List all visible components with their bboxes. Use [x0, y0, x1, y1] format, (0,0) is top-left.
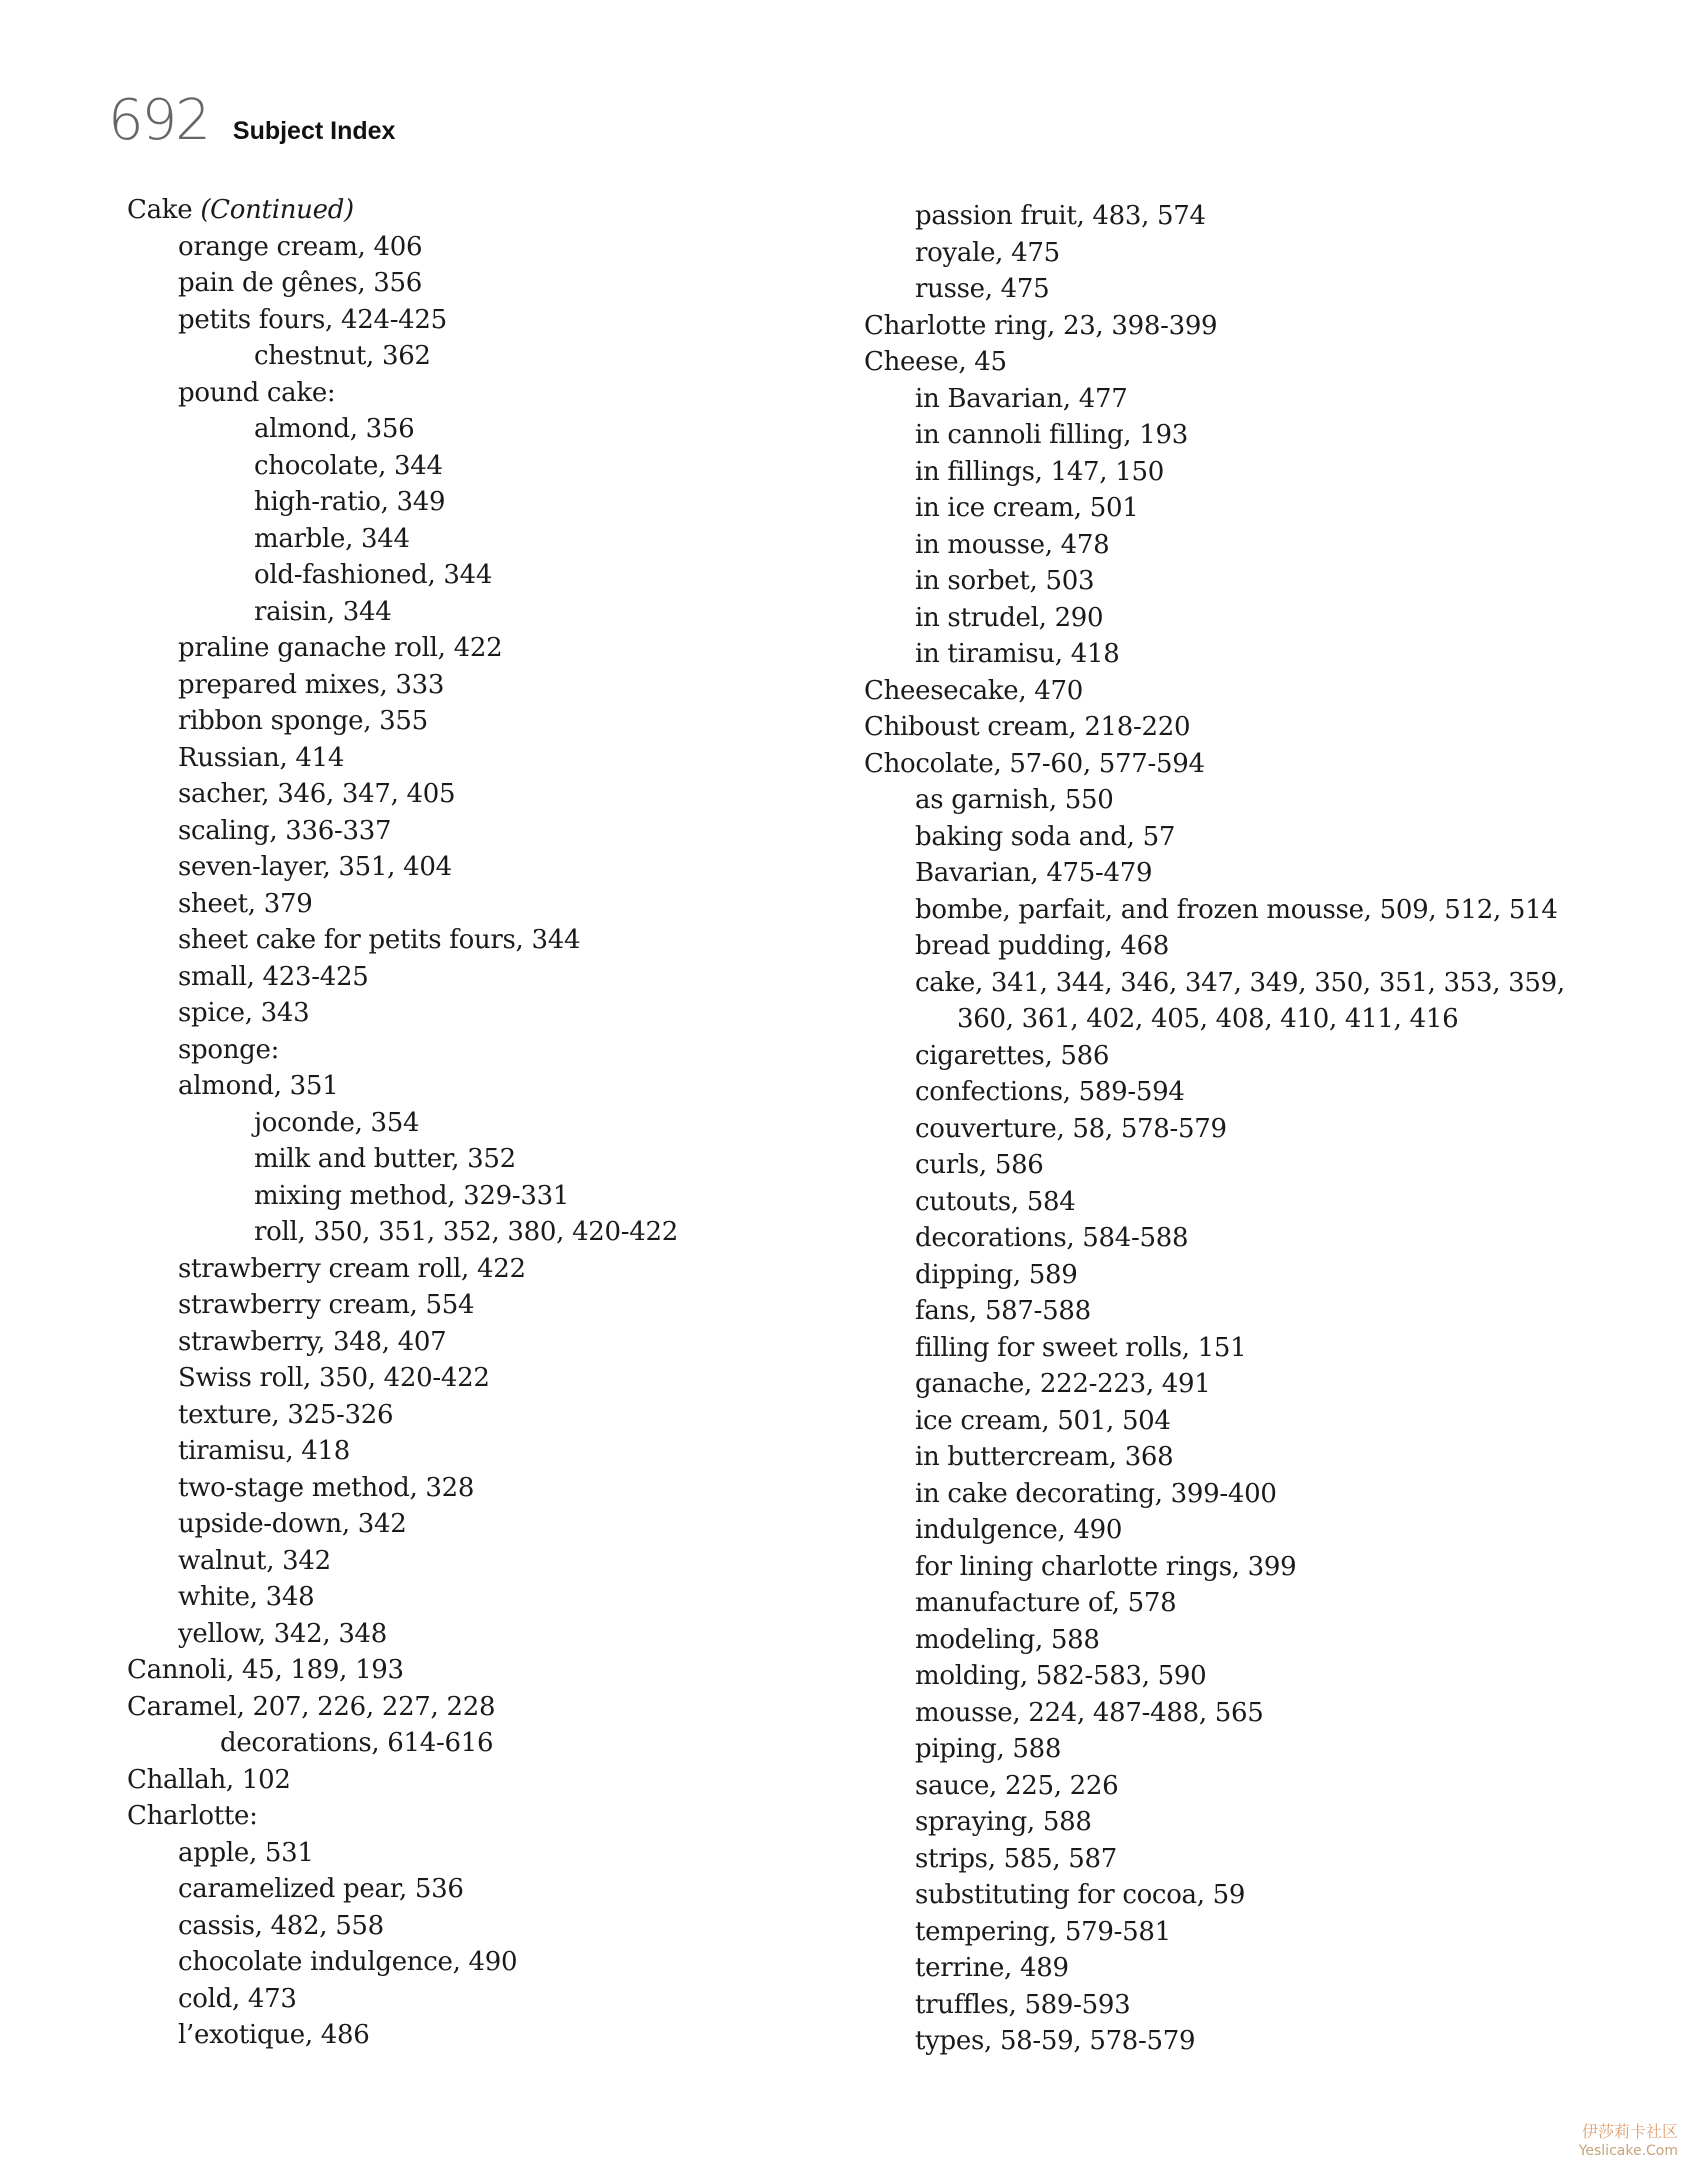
entry-text: cold, 473 [178, 1983, 297, 2014]
index-main-entry [127, 192, 867, 229]
entry-text: confections, 589-594 [915, 1077, 1185, 1107]
index-main-entry [864, 344, 1624, 381]
index-subentry [864, 1074, 1624, 1111]
index-subentry [864, 381, 1624, 418]
watermark [1579, 2122, 1678, 2160]
entry-text: pound cake: [178, 377, 336, 408]
entry-text: bread pudding, 468 [915, 931, 1170, 961]
index-subentry [864, 1257, 1624, 1294]
entry-text: sacher, 346, 347, 405 [178, 779, 456, 809]
index-subentry [864, 1914, 1624, 1951]
entry-text: in mousse, 478 [915, 529, 1110, 560]
index-subentry [864, 490, 1624, 527]
entry-text: white, 348 [178, 1582, 315, 1612]
index-subentry [864, 1476, 1624, 1513]
index-subentry [127, 2017, 867, 2054]
index-subentry [864, 1622, 1624, 1659]
entry-text: texture, 325-326 [178, 1399, 394, 1430]
watermark-english: Yeslicake.Com [1578, 2143, 1678, 2159]
entry-text: bombe, parfait, and frozen mousse, 509, 512, 514 [915, 894, 1558, 925]
index-subentry [864, 1184, 1624, 1221]
index-subentry [864, 1111, 1624, 1148]
index-subentry [864, 928, 1624, 965]
index-subentry [127, 1981, 867, 2018]
index-subentry [127, 1141, 867, 1178]
entry-text: Swiss roll, 350, 420-422 [178, 1363, 490, 1393]
entry-text: in fillings, 147, 150 [915, 456, 1164, 487]
entry-text: joconde, 354 [254, 1107, 420, 1138]
entry-text: types, 58-59, 578-579 [915, 2026, 1196, 2056]
index-subentry [127, 557, 867, 594]
index-subentry [127, 375, 867, 412]
entry-text: small, 423-425 [178, 961, 369, 992]
index-subentry [864, 454, 1624, 491]
index-subentry [864, 417, 1624, 454]
index-subentry [864, 1804, 1624, 1841]
entry-text: dipping, 589 [915, 1259, 1078, 1290]
entry-text: in cake decorating, 399-400 [915, 1478, 1277, 1509]
index-subentry [127, 1214, 867, 1251]
index-subentry [864, 600, 1624, 637]
index-subentry [864, 1768, 1624, 1805]
index-subentry [864, 855, 1624, 892]
index-subentry [127, 813, 867, 850]
index-subentry [864, 819, 1624, 856]
index-subentry [864, 1038, 1624, 1075]
index-subentry [864, 1293, 1624, 1330]
index-subentry [127, 1944, 867, 1981]
entry-text: strawberry cream roll, 422 [178, 1253, 526, 1284]
entry-text: passion fruit, 483, 574 [915, 201, 1206, 231]
entry-text: fans, 587-588 [915, 1296, 1091, 1326]
index-subentry [127, 1397, 867, 1434]
index-subentry [864, 1403, 1624, 1440]
index-subentry [127, 886, 867, 923]
index-column-left [127, 192, 867, 2054]
index-subentry [864, 1147, 1624, 1184]
watermark-chinese: 伊莎莉卡社区 [1581, 2122, 1678, 2141]
entry-text: Bavarian, 475-479 [915, 858, 1153, 888]
index-subentry [127, 703, 867, 740]
index-subentry [127, 1360, 867, 1397]
index-subentry [864, 1330, 1624, 1367]
index-subentry [127, 1579, 867, 1616]
entry-continuation: 360, 361, 402, 405, 408, 410, 411, 416 [957, 1004, 1459, 1034]
entry-text: strawberry, 348, 407 [178, 1326, 447, 1357]
entry-text: truffles, 589-593 [915, 1989, 1131, 2020]
index-subentry [127, 776, 867, 813]
index-subentry [864, 1549, 1624, 1586]
entry-text: Cannoli, 45, 189, 193 [127, 1655, 404, 1685]
entry-text: old-fashioned, 344 [254, 560, 493, 590]
entry-text: spraying, 588 [915, 1807, 1092, 1837]
index-subentry [127, 740, 867, 777]
entry-text: indulgence, 490 [915, 1515, 1123, 1545]
index-subentry [864, 235, 1624, 272]
entry-text: as garnish, 550 [915, 785, 1114, 815]
index-subentry [127, 302, 867, 339]
entry-text: in strudel, 290 [915, 602, 1104, 633]
index-subentry [127, 1105, 867, 1142]
entry-text: l’exotique, 486 [178, 2020, 370, 2050]
entry-text: high-ratio, 349 [254, 487, 446, 517]
entry-text: filling for sweet rolls, 151 [915, 1332, 1247, 1363]
entry-text: caramelized pear, 536 [178, 1874, 464, 1904]
index-subentry [864, 1585, 1624, 1622]
index-subentry [127, 484, 867, 521]
entry-text: chocolate, 344 [254, 450, 443, 481]
entry-text: seven-layer, 351, 404 [178, 852, 452, 882]
index-subentry [127, 1871, 867, 1908]
index-main-entry [864, 709, 1624, 746]
index-subentry [864, 636, 1624, 673]
index-main-entry [127, 1652, 867, 1689]
entry-text: manufacture of, 578 [915, 1588, 1177, 1618]
index-main-entry [127, 1798, 867, 1835]
index-subentry [127, 959, 867, 996]
entry-text: in tiramisu, 418 [915, 639, 1120, 669]
index-main-entry [864, 746, 1624, 783]
entry-text: piping, 588 [915, 1734, 1062, 1764]
index-subentry [127, 849, 867, 886]
entry-text: sponge: [178, 1034, 280, 1065]
entry-text: almond, 356 [254, 414, 415, 444]
index-subentry [864, 1512, 1624, 1549]
entry-text: roll, 350, 351, 352, 380, 420-422 [254, 1217, 679, 1247]
index-subentry [127, 1543, 867, 1580]
entry-text: Challah, 102 [127, 1764, 291, 1795]
entry-text: in Bavarian, 477 [915, 383, 1128, 414]
index-subentry [127, 265, 867, 302]
entry-text: cake, 341, 344, 346, 347, 349, 350, 351, 353, 359, [915, 967, 1565, 998]
index-subentry [864, 1366, 1624, 1403]
entry-text: mousse, 224, 487-488, 565 [915, 1697, 1264, 1728]
index-subentry [127, 1835, 867, 1872]
entry-text: almond, 351 [178, 1071, 339, 1101]
entry-text: strawberry cream, 554 [178, 1290, 475, 1320]
entry-text: upside-down, 342 [178, 1509, 407, 1539]
entry-text: scaling, 336-337 [178, 815, 392, 846]
entry-text: for lining charlotte rings, 399 [915, 1551, 1297, 1582]
entry-text: Chocolate, 57-60, 577-594 [864, 748, 1205, 779]
index-subentry [127, 1506, 867, 1543]
index-subentry [127, 1068, 867, 1105]
entry-text: Charlotte ring, 23, 398-399 [864, 310, 1218, 341]
index-subentry [127, 1616, 867, 1653]
index-subentry [127, 594, 867, 631]
entry-text: marble, 344 [254, 523, 410, 554]
index-subentry [127, 1470, 867, 1507]
entry-text: walnut, 342 [178, 1545, 331, 1576]
entry-text: Cheesecake, 470 [864, 675, 1084, 706]
index-main-entry [864, 673, 1624, 710]
entry-text: baking soda and, 57 [915, 821, 1176, 852]
entry-text: sauce, 225, 226 [915, 1770, 1119, 1801]
entry-text: Charlotte: [127, 1801, 258, 1831]
index-subentry [127, 922, 867, 959]
index-subentry [127, 630, 867, 667]
entry-text: russe, 475 [915, 274, 1050, 304]
page-header [108, 88, 395, 158]
entry-text: petits fours, 424-425 [178, 304, 447, 335]
index-subentry [127, 995, 867, 1032]
entry-text: chocolate indulgence, 490 [178, 1947, 518, 1977]
index-subentry [864, 1731, 1624, 1768]
index-subentry [127, 229, 867, 266]
entry-text: prepared mixes, 333 [178, 669, 445, 700]
entry-text: ganache, 222-223, 491 [915, 1369, 1211, 1399]
entry-text: in ice cream, 501 [915, 493, 1139, 523]
index-subentry [864, 1841, 1624, 1878]
entry-text: raisin, 344 [254, 596, 392, 627]
entry-text: chestnut, 362 [254, 341, 431, 371]
index-subentry [127, 1725, 867, 1762]
index-subentry [864, 965, 1624, 1038]
page-number: 692 [108, 88, 209, 153]
index-subentry [127, 1032, 867, 1069]
entry-text: modeling, 588 [915, 1624, 1100, 1655]
index-subentry [864, 198, 1624, 235]
entry-text: apple, 531 [178, 1837, 314, 1868]
entry-text: milk and butter, 352 [254, 1144, 516, 1174]
entry-text: cigarettes, 586 [915, 1040, 1110, 1071]
index-subentry [864, 2023, 1624, 2060]
index-main-entry [127, 1689, 867, 1726]
index-subentry [127, 521, 867, 558]
entry-text: sheet cake for petits fours, 344 [178, 925, 581, 955]
entry-text: spice, 343 [178, 998, 310, 1028]
running-head: Subject Index [232, 117, 396, 145]
entry-text: pain de gênes, 356 [178, 268, 423, 298]
index-subentry [127, 1433, 867, 1470]
entry-text: royale, 475 [915, 237, 1060, 268]
entry-text: substituting for cocoa, 59 [915, 1880, 1246, 1910]
index-subentry [864, 271, 1624, 308]
index-subentry [864, 1220, 1624, 1257]
index-subentry [864, 1439, 1624, 1476]
index-subentry [127, 338, 867, 375]
index-subentry [864, 892, 1624, 929]
index-subentry [864, 1877, 1624, 1914]
index-subentry [127, 667, 867, 704]
entry-text: Chiboust cream, 218-220 [864, 712, 1191, 742]
entry-text: couverture, 58, 578-579 [915, 1113, 1227, 1144]
index-subentry [127, 448, 867, 485]
index-main-entry [864, 308, 1624, 345]
index-main-entry [127, 1762, 867, 1799]
entry-text: strips, 585, 587 [915, 1843, 1118, 1874]
index-subentry [127, 411, 867, 448]
entry-text: Cheese, 45 [864, 347, 1007, 377]
index-subentry [864, 1987, 1624, 2024]
index-subentry [127, 1324, 867, 1361]
entry-text: two-stage method, 328 [178, 1472, 475, 1503]
entry-text: in buttercream, 368 [915, 1442, 1174, 1472]
entry-text: mixing method, 329-331 [254, 1180, 570, 1211]
index-subentry [864, 1950, 1624, 1987]
entry-text: decorations, 584-588 [915, 1223, 1189, 1253]
entry-text: praline ganache roll, 422 [178, 633, 503, 663]
entry-text: decorations, 614-616 [220, 1728, 494, 1758]
entry-text: ribbon sponge, 355 [178, 706, 428, 736]
index-subentry [127, 1908, 867, 1945]
entry-text: Russian, 414 [178, 742, 345, 773]
entry-text: ice cream, 501, 504 [915, 1405, 1171, 1436]
index-subentry [864, 1658, 1624, 1695]
entry-text: sheet, 379 [178, 888, 313, 919]
entry-text: Caramel, 207, 226, 227, 228 [127, 1691, 496, 1722]
entry-text: in sorbet, 503 [915, 566, 1095, 596]
entry-text: Cake [127, 195, 201, 225]
entry-text: yellow, 342, 348 [178, 1618, 388, 1649]
entry-text: curls, 586 [915, 1150, 1044, 1180]
index-subentry [864, 1695, 1624, 1732]
entry-text: orange cream, 406 [178, 231, 423, 262]
entry-text: tiramisu, 418 [178, 1436, 351, 1466]
entry-text: cassis, 482, 558 [178, 1910, 384, 1941]
index-subentry [127, 1251, 867, 1288]
entry-text: molding, 582-583, 590 [915, 1661, 1207, 1691]
entry-text: in cannoli filling, 193 [915, 420, 1188, 450]
index-subentry [864, 563, 1624, 600]
index-column-right [864, 198, 1624, 2060]
index-subentry [864, 782, 1624, 819]
index-subentry [127, 1287, 867, 1324]
entry-text: terrine, 489 [915, 1953, 1069, 1983]
entry-text: cutouts, 584 [915, 1186, 1076, 1217]
continued-label: (Continued) [200, 195, 354, 225]
index-subentry [127, 1178, 867, 1215]
index-subentry [864, 527, 1624, 564]
entry-text: tempering, 579-581 [915, 1916, 1171, 1947]
